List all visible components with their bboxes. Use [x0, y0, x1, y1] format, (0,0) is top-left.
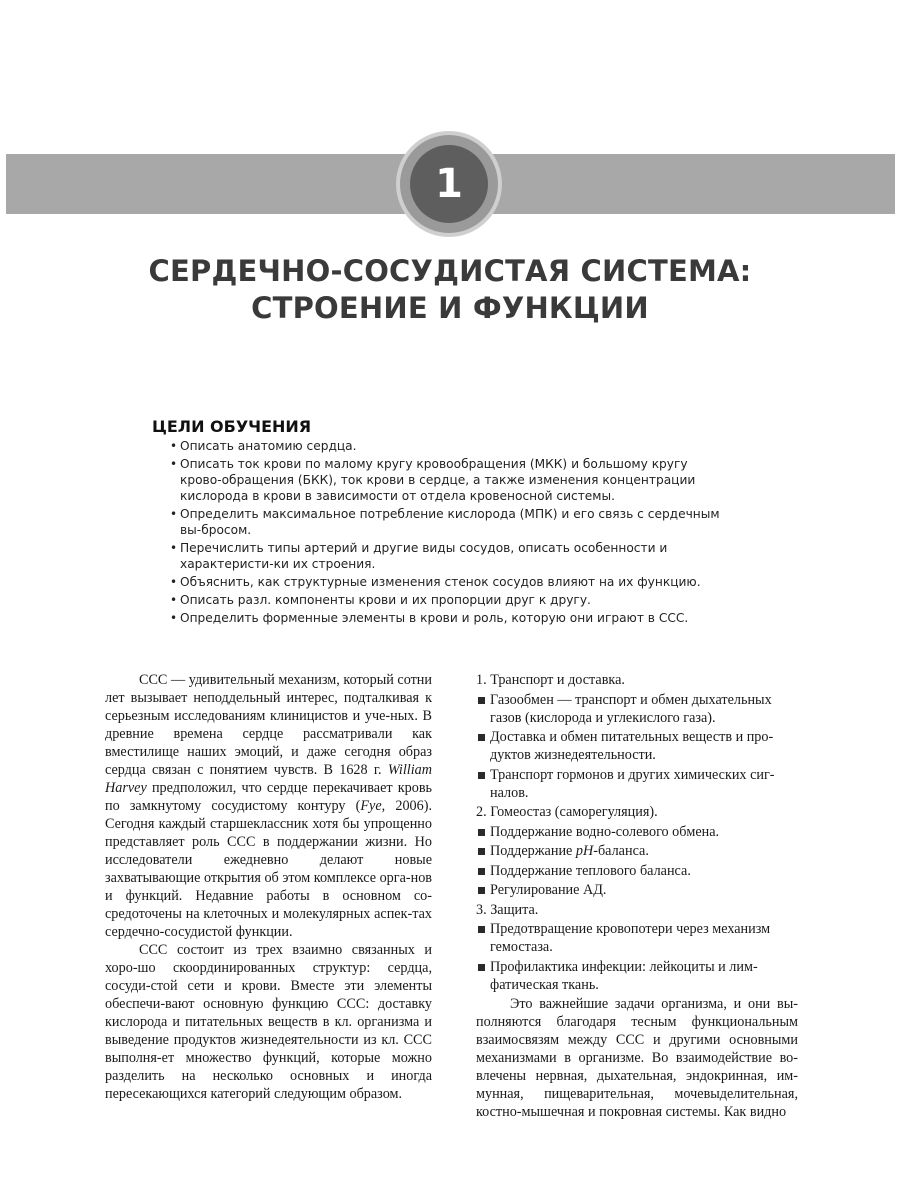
function-item: Предотвращение кровопотери через механизм гемостаза.	[476, 920, 798, 956]
intro-paragraph: ССС — удивительный механизм, который сотни лет вызывает неподдельный интерес, подталкивая к серьезным исследованиям клиницистов и уче-ных. В древние времена сердце рассматривали как вместилище наших эмоций, и даже сегодня образ сердца связан с понятием чувств. В 1628 г. William Harvey предположил, что сердце перекачивает кровь по замкнутому сосудистому контуру (Fye, 2006). Сегодня каждый старшеклассник хотя бы упрощенно представляет роль ССС в поддержании жизни. Но исследователи ежедневно делают новые захватывающие открытия об этом комплексе орга-нов и функций. Недавние работы в основном со-средоточены на клеточных и молекулярных аспек-тах сердечно-сосудистой функции.	[105, 672, 432, 940]
bullet-dot: •	[170, 541, 178, 555]
bullet-dot: •	[170, 575, 178, 589]
chapter-title-line1: СЕРДЕЧНО-СОСУДИСТАЯ СИСТЕМА:	[148, 254, 752, 288]
function-item: Поддержание водно-солевого обмена.	[476, 823, 798, 841]
square-bullet	[478, 697, 485, 704]
goal-item: • Описать разл. компоненты крови и их пропорции друг к другу.	[170, 592, 591, 607]
square-bullet	[478, 887, 485, 894]
function-item: Профилактика инфекции: лейкоциты и лим-фатическая ткань.	[476, 958, 798, 994]
goal-item: • Объяснить, как структурные изменения стенок сосудов влияют на их функцию.	[170, 575, 701, 589]
square-bullet	[478, 772, 485, 779]
square-bullet	[478, 926, 485, 933]
square-bullet	[478, 964, 485, 971]
function-item: Поддержание pH-баланса.	[476, 842, 798, 860]
chapter-title	[60, 253, 840, 327]
goal-item: • Определить форменные элементы в крови и роль, которую они играют в ССС.	[170, 610, 689, 625]
goal-item: • Определить максимальное потребление кислорода (МПК) и его связь с сердечным вы-бросом.	[170, 507, 720, 538]
chapter-number-badge	[410, 145, 488, 223]
chapter-number: 1	[435, 161, 463, 207]
function-category: 3. Защита.	[476, 901, 539, 918]
function-category: 1. Транспорт и доставка.	[476, 672, 625, 688]
citation-author: Fye	[360, 798, 382, 814]
goals-heading: ЦЕЛИ ОБУЧЕНИЯ	[152, 417, 312, 436]
goals-list	[152, 438, 732, 626]
bullet-dot: •	[170, 610, 178, 625]
body-right-column	[476, 671, 798, 1121]
square-bullet	[478, 734, 485, 741]
goal-item: • Описать анатомию сердца.	[170, 439, 357, 453]
square-bullet	[478, 829, 485, 836]
body-left-column	[105, 671, 432, 1103]
bullet-dot: •	[170, 592, 178, 607]
author-name: William Harvey	[105, 762, 432, 796]
goal-item: • Перечислить типы артерий и другие виды сосудов, описать особенности и характеристи-ки их строения.	[170, 541, 668, 572]
goal-item: • Описать ток крови по малому кругу кровообращения (МКК) и большому кругу крово-обращения (БКК), ток крови в сердце, а также изменения концентрации кислорода в крови в зависимости от отдела кровеносной системы.	[170, 456, 696, 504]
chapter-title-line2: СТРОЕНИЕ И ФУНКЦИИ	[251, 291, 649, 325]
function-item: Газообмен — транспорт и обмен дыхательных газов (кислорода и углекислого газа).	[476, 691, 798, 727]
bullet-dot: •	[170, 507, 178, 521]
learning-goals	[152, 417, 732, 627]
function-category: 2. Гомеостаз (саморегуляция).	[476, 804, 658, 820]
function-item: Транспорт гормонов и других химических сиг-налов.	[476, 766, 798, 802]
function-item: Доставка и обмен питательных веществ и про-дуктов жизнедеятельности.	[476, 728, 798, 764]
square-bullet	[478, 848, 485, 855]
bullet-dot: •	[170, 456, 178, 471]
structure-paragraph: ССС состоит из трех взаимно связанных и хоро-шо скоординированных структур: сердца, сосуди-стой сети и крови. Вместе эти элементы обеспечи-вают основную функцию ССС: доставку кислорода и питательных веществ в кл. организма и выведение продуктов жизнедеятельности из кл. ССС выполня-ет множество функций, которые можно разделить на несколько основных и иногда пересекающихся категорий следующим образом.	[105, 942, 432, 1102]
function-list	[476, 671, 798, 994]
function-item: Регулирование АД.	[476, 881, 798, 899]
function-item: Поддержание теплового баланса.	[476, 862, 798, 880]
square-bullet	[478, 868, 485, 875]
bullet-dot: •	[170, 439, 178, 453]
closing-paragraph: Это важнейшие задачи организма, и они вы-полняются благодаря тесным функциональным взаимосвязям между ССС и другими основными механизмами в организме. Во взаимодействие во-влечены нервная, дыхательная, эндокринная, им-мунная, пищеварительная, мочевыделительная, костно-мышечная и покровная системы. Как видно	[476, 996, 798, 1120]
